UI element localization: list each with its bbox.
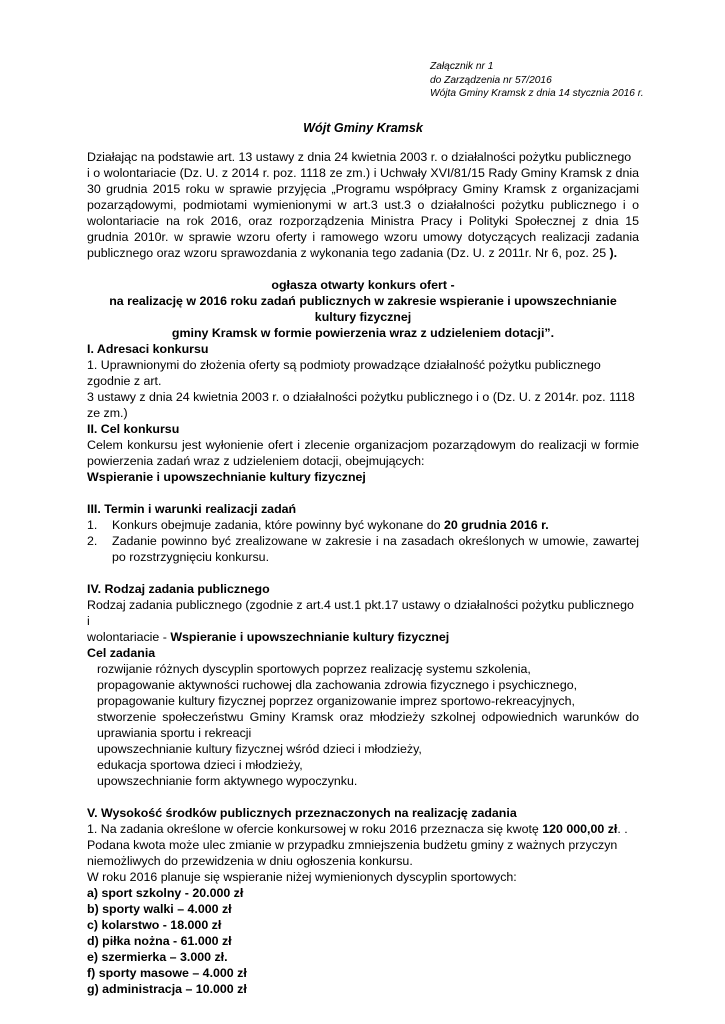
goal-text: stworzenie społeczeństwu Gminy Kramsk oraz młodzieży szkolnej odpowiednich warunków do uprawiania sportu i rekreacji	[97, 710, 639, 740]
annex-line-3: Wójta Gminy Kramsk z dnia 14 stycznia 2016 r.	[430, 88, 644, 99]
bullet-icon	[87, 677, 97, 693]
goal-item	[87, 741, 639, 757]
section-1-heading: I. Adresaci konkursu	[87, 342, 209, 356]
section-4-task: Wspieranie i upowszechnianie kultury fizycznej	[170, 630, 450, 644]
goal-text: propagowanie aktywności ruchowej dla zachowania zdrowia fizycznego i psychicznego,	[97, 678, 578, 692]
section-5-line-3: W roku 2016 planuje się wspieranie niżej wymienionych dyscyplin sportowych:	[87, 870, 517, 884]
section-5-heading: . Wysokość środków publicznych przeznaczonych na realizację zadania	[94, 806, 517, 820]
allocation-item: c) kolarstwo - 18.000 zł	[87, 918, 222, 932]
list-item	[87, 533, 639, 565]
section-1-line-1: 1. Uprawnionymi do złożenia oferty są podmioty prowadzące działalność pożytku publicznego zgodnie z art.	[87, 358, 601, 388]
section-2-text: Celem konkursu jest wyłonienie ofert i zlecenie organizacjom pozarządowym do realizacji w formie powierzenia zadań wraz z udzieleniem dotacji, obejmujących:	[87, 438, 639, 468]
bullet-icon	[87, 709, 97, 741]
section-3-heading: III. Termin i warunki realizacji zadań	[87, 502, 297, 516]
allocation-item: a) sport szkolny - 20.000 zł	[87, 886, 244, 900]
section-5-numeral: V	[87, 806, 95, 820]
section-5-line-1-wrap	[87, 821, 639, 837]
list-item	[87, 517, 639, 533]
allocation-item: g) administracja – 10.000 zł	[87, 982, 247, 996]
allocation-item: b) sporty walki – 4.000 zł	[87, 902, 232, 916]
document-title: Wójt Gminy Kramsk	[303, 121, 423, 135]
goal-item	[87, 709, 639, 741]
goal-text: edukacja sportowa dzieci i młodzieży,	[97, 758, 303, 772]
goal-item	[87, 773, 639, 789]
list-item-text-wrap	[112, 517, 639, 533]
preamble-line-1: Działając na podstawie art. 13 ustawy z dnia 24 kwietnia 2003 r. o działalności pożytku publicznego	[87, 150, 632, 164]
list-item-text: Konkurs obejmuje zadania, które powinny być wykonane do	[112, 518, 444, 532]
goal-text: upowszechnianie kultury fizycznej wśród dzieci i młodzieży,	[97, 742, 422, 756]
section-2-task: Wspieranie i upowszechnianie kultury fizycznej	[87, 470, 366, 484]
list-item-number: 2.	[87, 534, 98, 548]
goal-item	[87, 677, 639, 693]
section-4-line-2: wolontariacie -	[87, 630, 171, 644]
annex-line-1: Załącznik nr 1	[430, 61, 494, 72]
bullet-icon	[87, 661, 97, 677]
goals-list	[87, 661, 639, 789]
total-amount: 120 000,00 zł	[542, 822, 618, 836]
section-5-line-2: Podana kwota może ulec zmianie w przypadku zmniejszenia budżetu gminy z ważnych przyczyn niemożliwych do przewidzenia w dniu ogłoszenia konkursu.	[87, 838, 618, 868]
preamble-paragraph	[87, 165, 639, 261]
section-5-line-1: 1. Na zadania określone w ofercie konkursowej w roku 2016 przeznacza się kwotę	[87, 822, 543, 836]
bullet-icon	[87, 693, 97, 709]
announcement	[87, 277, 639, 341]
list-item-number: 1.	[87, 518, 98, 532]
goal-text: rozwijanie różnych dyscyplin sportowych poprzez realizację systemu szkolenia,	[97, 662, 531, 676]
allocation-list	[87, 885, 639, 997]
list-item-text: Zadanie powinno być zrealizowane w zakresie i na zasadach określonych w umowie, zawartej po rozstrzygnięciu konkursu.	[112, 534, 639, 564]
preamble	[87, 149, 639, 261]
section-1-line-2: 3 ustawy z dnia 24 kwietnia 2003 r. o działalności pożytku publicznego i o (Dz. U. z 2014r. poz. 1118 ze zm.)	[87, 390, 635, 420]
section-5-heading-wrap	[87, 805, 639, 821]
preamble-end: ).	[606, 246, 618, 260]
allocation-item: e) szermierka – 3.000 zł.	[87, 950, 228, 964]
preamble-text: i o wolontariacie (Dz. U. z 2014 r. poz. 1118 ze zm.) i Uchwały XVI/81/15 Rady Gminy Kramsk z dnia 30 grudnia 2015 roku w sprawie przyjęcia „Programu współpracy Gminy Kramsk z organizacjami pozarządowymi, podmiotami wymienionymi w art.3 ust.3 o działalności pożytku publicznego i o wolontariacie na rok 2016, oraz rozporządzenia Ministra Pracy i Polityki Społecznej z dnia 15 grudnia 2010r. w sprawie wzoru oferty i ramowego wzoru umowy dotyczących realizacji zadania publicznego oraz wzoru sprawozdania z wykonania tego zadania (Dz. U. z 2011r. Nr 6, poz. 25	[87, 166, 639, 260]
section-4-line-1: Rodzaj zadania publicznego (zgodnie z art.4 ust.1 pkt.17 ustawy o działalności pożytku publicznego i	[87, 598, 634, 628]
allocation-item: f) sporty masowe – 4.000 zł	[87, 966, 247, 980]
allocation-item: d) piłka nożna - 61.000 zł	[87, 934, 232, 948]
announcement-line-1: ogłasza otwarty konkurs ofert -	[271, 278, 455, 292]
goal-item	[87, 693, 639, 709]
section-4-line-2-wrap	[87, 629, 639, 645]
goal-text: propagowanie kultury fizycznej poprzez organizowanie imprez sportowo-rekreacyjnych,	[97, 694, 575, 708]
bullet-icon	[87, 741, 97, 757]
section-2-heading: II. Cel konkursu	[87, 422, 180, 436]
bullet-icon	[87, 773, 97, 789]
announcement-line-3: gminy Kramsk w formie powierzenia wraz z udzieleniem dotacji”.	[171, 326, 555, 340]
bullet-icon	[87, 757, 97, 773]
section-3-list	[87, 517, 639, 565]
deadline-date: 20 grudnia 2016 r.	[444, 518, 549, 532]
section-4-heading: IV. Rodzaj zadania publicznego	[87, 582, 270, 596]
announcement-line-2: na realizację w 2016 roku zadań publicznych w zakresie wspieranie i upowszechnianie kultury fizycznej	[109, 294, 617, 324]
goal-heading: Cel zadania	[87, 646, 156, 660]
document-body	[87, 120, 639, 997]
annex-note	[430, 60, 644, 101]
goal-item	[87, 661, 639, 677]
goal-item	[87, 757, 639, 773]
section-5-line-1-end: . .	[617, 822, 628, 836]
goal-text: upowszechnianie form aktywnego wypoczynku.	[97, 774, 358, 788]
annex-line-2: do Zarządzenia nr 57/2016	[430, 74, 552, 86]
